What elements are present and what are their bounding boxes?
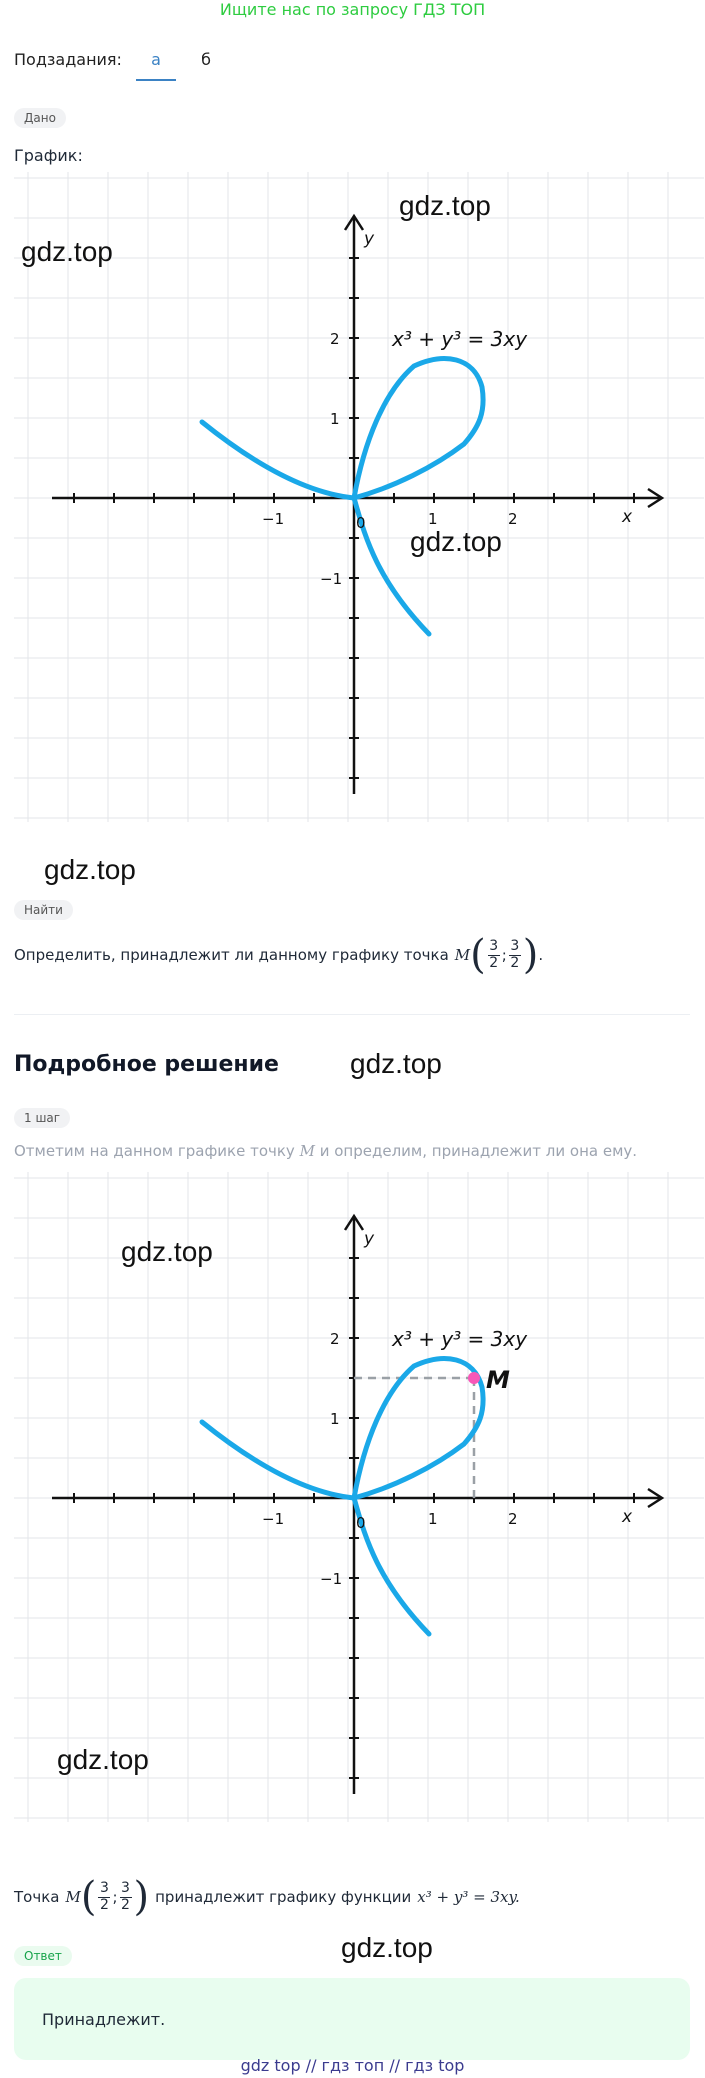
y-tick-label: −1 — [320, 570, 343, 588]
y-tick-label: 2 — [330, 1330, 340, 1348]
x-tick-label: −1 — [262, 1510, 285, 1528]
y-tick-label: 2 — [330, 330, 340, 348]
x-tick-label: 1 — [428, 510, 438, 528]
step-text: Отметим на данном графике точку M и определим, принадлежит ли она ему. — [14, 1142, 638, 1160]
answer-text: Принадлежит. — [42, 2010, 166, 2029]
folium-graph-with-point — [14, 1172, 704, 1822]
y-tick-label: 1 — [330, 410, 340, 428]
watermark: gdz.top — [410, 526, 502, 557]
curve-equation: x³ + y³ = 3xy — [392, 1327, 528, 1351]
find-badge: Найти — [14, 900, 73, 920]
top-banner: Ищите нас по запросу ГДЗ ТОП — [219, 0, 486, 19]
x-tick-label: 2 — [508, 1510, 518, 1528]
divider — [14, 1014, 690, 1015]
point-m-marker — [468, 1372, 480, 1384]
fraction-x: $\frac{3}{2}$ — [99, 1880, 109, 1913]
y-tick-label: 1 — [330, 1410, 340, 1428]
step-badge: 1 шаг — [14, 1108, 70, 1128]
fraction-x: $\frac{3}{2}$ — [489, 938, 499, 971]
conclusion-statement: Точка M ( $\frac{3}{2}$ ; $\frac{3}{2}$ ) принадлежит графику функции x³ + y³ = 3xy. — [14, 1874, 520, 1920]
watermark: gdz.top — [121, 1236, 213, 1267]
point-m-label: M — [486, 1366, 510, 1394]
solution-title: Подробное решение — [14, 1052, 279, 1077]
watermark: gdz.top — [44, 854, 136, 885]
folium-curve — [202, 359, 483, 634]
y-axis-label: y — [364, 1229, 375, 1249]
curve-equation: x³ + y³ = 3xy — [392, 327, 528, 351]
x-tick-label: 2 — [508, 510, 518, 528]
answer-badge: Ответ — [14, 1946, 72, 1966]
fraction-y: $\frac{3}{2}$ — [510, 938, 520, 971]
watermark: gdz.top — [350, 1048, 442, 1079]
subtasks-label: Подзадания: — [14, 50, 122, 69]
active-tab-indicator — [136, 79, 176, 81]
origin-label: 0 — [356, 514, 366, 532]
graph-label: График: — [14, 146, 83, 165]
folium-graph — [14, 172, 704, 822]
watermark: gdz.top — [57, 1744, 149, 1775]
find-text: Определить, принадлежит ли данному графику точка — [14, 946, 449, 964]
point-name: M — [454, 946, 471, 964]
x-axis-label: x — [622, 1507, 633, 1527]
folium-curve — [202, 1359, 483, 1634]
x-tick-label: 1 — [428, 1510, 438, 1528]
x-axis-label: x — [622, 507, 633, 527]
tab-b[interactable]: б — [201, 50, 211, 69]
fraction-y: $\frac{3}{2}$ — [121, 1880, 130, 1913]
y-axis-label: y — [364, 229, 375, 249]
watermark: gdz.top — [21, 236, 113, 267]
watermark: gdz.top — [341, 1932, 433, 1963]
footer-links[interactable]: gdz top // гдз топ // гдз top — [240, 2056, 465, 2075]
given-badge: Дано — [14, 108, 66, 128]
watermark: gdz.top — [399, 190, 491, 221]
find-statement: Определить, принадлежит ли данному графику точка M ( $\frac{3}{2}$ ; $\frac{3}{2}$ ) . — [14, 932, 544, 978]
origin-label: 0 — [356, 1514, 366, 1532]
y-tick-label: −1 — [320, 1570, 343, 1588]
x-tick-label: −1 — [262, 510, 285, 528]
tab-a[interactable]: а — [151, 50, 161, 69]
